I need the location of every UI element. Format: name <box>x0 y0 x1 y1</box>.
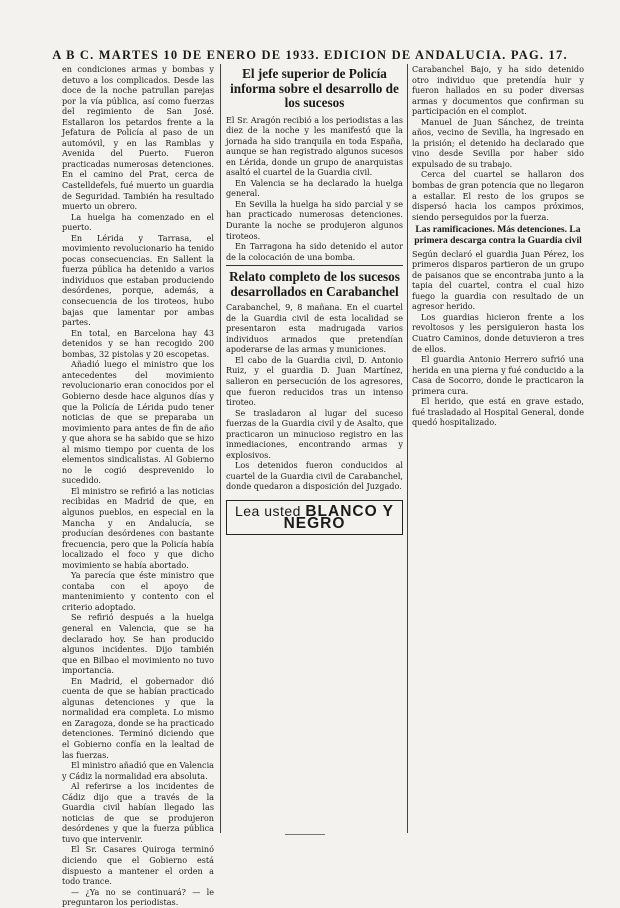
column-center <box>226 64 403 837</box>
paragraph: El cabo de la Guardia civil, D. Antonio Ruiz, y el guardia D. Juan Martínez, salieron en persecución de los agresores, que fueron reducidos tras un intenso tiroteo. <box>226 354 403 408</box>
paragraph: En Sevilla la huelga ha sido parcial y se han practicado numerosas detenciones. Durante la noche se produjeron algunos tiroteos. <box>226 198 403 241</box>
paragraph: Añadió luego el ministro que los antecedentes del movimiento revolucionario eran conocidos por el Gobierno desde hace algunos días y que la Policía de Lérida pudo tener noticias de que se preparaba un movimiento para antes de fin de año y que ahora se ha sabido que se hizo al mismo tiempo por cuenta de los elementos sindicalistas. Al Gobierno no le cogió desprevenido lo sucedido. <box>62 359 214 486</box>
section-divider <box>226 265 403 266</box>
ad-magazine-name: BLANCO Y NEGRO <box>283 503 395 532</box>
paragraph: La huelga ha comenzado en el puerto. <box>62 211 214 233</box>
paragraph: Al referirse a los incidentes de Cádiz dijo que a través de la Guardia civil habían llegado las noticias de que se produjeron desórdenes y que la fuerza pública tuvo que intervenir. <box>62 781 214 844</box>
page-header: A B C. MARTES 10 DE ENERO DE 1933. EDICION DE ANDALUCIA. PAG. 17. <box>52 48 568 62</box>
paragraph: En Lérida y Tarrasa, el movimiento revolucionario ha tenido pocas consecuencias. En Sallent la fuerza pública ha detenido a varios individuos que estaban produciendo desórdenes, porque, además, a consecuencia de los tiroteos, hubo bajas que lamentar por ambas partes. <box>62 232 214 328</box>
paragraph: en condiciones armas y bombas y detuvo a los complicados. Desde las doce de la noche patrullan parejas por la vía pública, así como fuerzas del regimiento de San José. Estallaron los petardos frente a la Jefatura de Policía al paso de un automóvil, y en las Ramblas y Avenida del Puerto. Fueron practicadas numerosas detenciones. En el camino del Prat, cerca de Castelldefels, fué muerto un guardia de Seguridad. También ha resultado muerto un obrero. <box>62 64 214 212</box>
headline-police-chief: El jefe superior de Policía informa sobre el desarrollo de los sucesos <box>230 66 399 110</box>
column-right <box>412 64 584 837</box>
paragraph: En Valencia se ha declarado la huelga general. <box>226 177 403 199</box>
paragraph: El ministro se refirió a las noticias recibidas en Madrid de que, en algunos pueblos, en especial en la Mancha y en Andalucía, se producían desórdenes con bastante frecuencia, pero que la Policía había localizado el foco y que dicho movimiento se había abortado. <box>62 485 214 570</box>
paragraph: Se trasladaron al lugar del suceso fuerzas de la Guardia civil y de Asalto, que practicaron un minucioso registro en las inmediaciones, encontrando armas y explosivos. <box>226 407 403 460</box>
headline-ramifications: Las ramificaciones. Más detenciones. La primera descarga contra la Guardia civil <box>414 224 582 247</box>
column-left <box>62 64 214 908</box>
paragraph: Según declaró el guardia Juan Pérez, los primeros disparos partieron de un grupo de paisanos que se encontraba junto a la tapia del cuartel, contra el cual hizo fuego la guardia con resultado de un agresor herido. <box>412 248 584 312</box>
ad-lead-text: Lea usted <box>234 503 301 519</box>
paragraph: Carabanchel Bajo, y ha sido detenido otro individuo que pretendía huir y fueron hallados en su poder diversas armas y documentos que confirman su participación en el complot. <box>412 64 584 117</box>
headline-carabanchel: Relato completo de los sucesos desarrollados en Carabanchel <box>229 269 400 300</box>
paragraph: Los detenidos fueron conducidos al cuartel de la Guardia civil de Carabanchel, donde quedaron a disposición del Juzgado. <box>226 460 403 492</box>
paragraph: Carabanchel, 9, 8 mañana. En el cuartel de la Guardia civil de esta localidad se presentaron esta madrugada varios individuos armados que pretendían apoderarse de las armas y municiones. <box>226 302 403 355</box>
paragraph: Manuel de Juan Sánchez, de treinta años, vecino de Sevilla, ha ingresado en la prisión; el detenido ha declarado que vino desde Sevilla por haber sido expulsado de su trabajo. <box>412 116 584 169</box>
paragraph: En total, en Barcelona hay 43 detenidos y se han recogido 200 bombas, 32 pistolas y 20 escopetas. <box>62 327 214 359</box>
paragraph: El ministro añadió que en Valencia y Cádiz la normalidad era absoluta. <box>62 760 214 781</box>
paragraph: En Madrid, el gobernador dió cuenta de que se habían practicado algunas detenciones y que la normalidad era completa. Lo mismo en Zaragoza, donde se ha practicado detenciones. Terminó diciendo que el Gobierno confía en la lealtad de las fuerzas. <box>62 675 214 760</box>
paragraph: El Sr. Casares Quiroga terminó diciendo que el Gobierno está dispuesto a mantener el orden a todo trance. <box>62 844 214 887</box>
paragraph: Cerca del cuartel se hallaron dos bombas de gran potencia que no llegaron a estallar. El resto de los grupos se dispersó hacia los campos próximos, siendo perseguidos por la fuerza. <box>412 169 584 222</box>
column-rule-2 <box>407 64 408 833</box>
column-rule-1 <box>220 64 221 833</box>
paragraph: El Sr. Aragón recibió a los periodistas a las diez de la noche y les manifestó que la jornada ha sido tranquila en toda España, aunque se han registrado algunos sucesos en Lérida, donde un grupo de anarquistas asaltó el cuartel de la Guardia civil. <box>226 114 403 178</box>
paragraph: El guardia Antonio Herrero sufrió una herida en una pierna y fué conducido a la Casa de Socorro, donde le practicaron la primera cura. <box>412 354 584 396</box>
paragraph: Se refirió después a la huelga general en Valencia, que se ha declarado hoy. Se han producido algunos incidentes. Dijo también que en Bilbao el movimiento no tuvo importancia. <box>62 612 214 676</box>
paragraph: Ya parecía que éste ministro que contaba con el apoyo de mantenimiento y contento con el criterio adoptado. <box>62 570 214 612</box>
paragraph: En Tarragona ha sido detenido el autor de la colocación de una bomba. <box>226 241 403 262</box>
paragraph: El herido, que está en grave estado, fué trasladado al Hospital General, donde quedó hospitalizado. <box>412 396 584 428</box>
paragraph: Los guardias hicieron frente a los revoltosos y les persiguieron hasta los Cuatro Caminos, donde detuvieron a tres de ellos. <box>412 311 584 354</box>
footer-rule <box>285 834 325 835</box>
advertisement-box <box>226 500 403 535</box>
paragraph: — ¿Ya no se continuará? — le preguntaron los periodistas. <box>62 886 214 908</box>
